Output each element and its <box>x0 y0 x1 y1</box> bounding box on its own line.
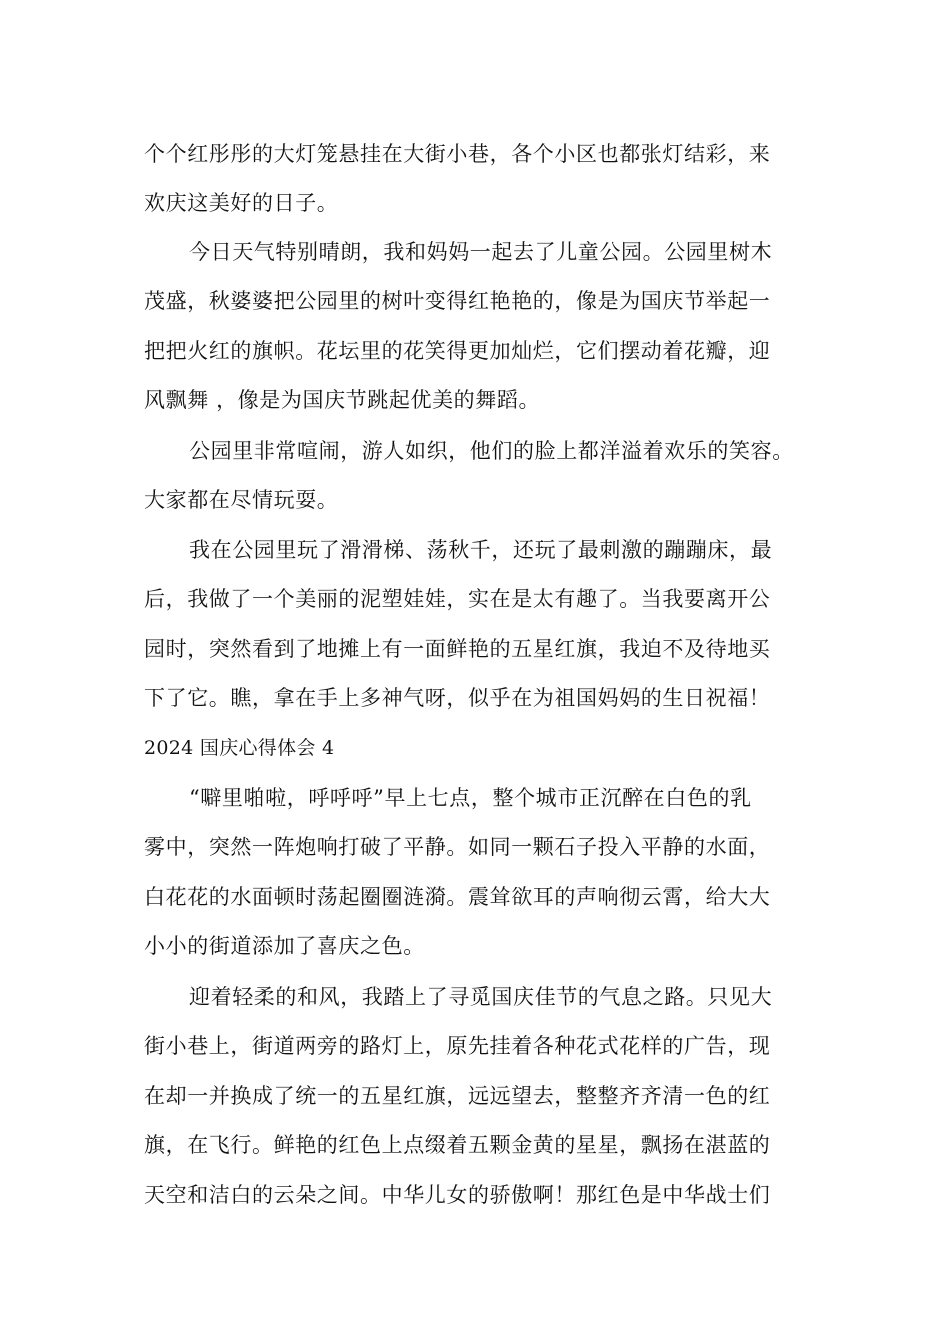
text-line: 风飘舞 ，像是为国庆节跳起优美的舞蹈。 <box>144 388 541 412</box>
paragraph-start: 迎着轻柔的和风，我踏上了寻觅国庆佳节的气息之路。只见大 <box>189 985 773 1009</box>
paragraph-start: “噼里啪啦，呼呼呼”早上七点，整个城市正沉醉在白色的乳 <box>189 786 752 810</box>
section-heading: 2024 国庆心得体会 4 <box>144 737 335 759</box>
text-line: 后，我做了一个美丽的泥塑娃娃，实在是太有趣了。当我要离开公 <box>144 587 771 611</box>
text-line: 大家都在尽情玩耍。 <box>144 488 339 512</box>
text-line: 旗，在飞行。鲜艳的红色上点缀着五颗金黄的星星，飘扬在湛蓝的 <box>144 1133 771 1157</box>
text-line: 欢庆这美好的日子。 <box>144 191 339 215</box>
text-line: 天空和洁白的云朵之间。中华儿女的骄傲啊！那红色是中华战士们 <box>144 1183 771 1207</box>
text-line: 把把火红的旗帜。花坛里的花笑得更加灿烂，它们摆动着花瓣，迎 <box>144 339 771 363</box>
paragraph-start: 公园里非常喧闹，游人如织，他们的脸上都洋溢着欢乐的笑容。 <box>189 439 794 463</box>
text-line: 个个红彤彤的大灯笼悬挂在大街小巷，各个小区也都张灯结彩，来 <box>144 142 771 166</box>
text-line: 小小的街道添加了喜庆之色。 <box>144 934 425 958</box>
text-line: 白花花的水面顿时荡起圈圈涟漪。震耸欲耳的声响彻云霄，给大大 <box>144 885 771 909</box>
text-line: 茂盛，秋婆婆把公园里的树叶变得红艳艳的，像是为国庆节举起一 <box>144 289 771 313</box>
text-line: 雾中，突然一阵炮响打破了平静。如同一颗石子投入平静的水面， <box>144 835 771 859</box>
paragraph-start: 今日天气特别晴朗，我和妈妈一起去了儿童公园。公园里树木 <box>189 240 773 264</box>
text-line: 园时，突然看到了地摊上有一面鲜艳的五星红旗，我迫不及待地买 <box>144 637 771 661</box>
text-line: 在却一并换成了统一的五星红旗，远远望去，整整齐齐清一色的红 <box>144 1084 771 1108</box>
paragraph-start: 我在公园里玩了滑滑梯、荡秋千，还玩了最刺激的蹦蹦床，最 <box>189 538 773 562</box>
text-line: 街小巷上，街道两旁的路灯上，原先挂着各种花式花样的广告，现 <box>144 1034 771 1058</box>
text-line: 下了它。瞧，拿在手上多神气呀，似乎在为祖国妈妈的生日祝福！ <box>144 686 771 710</box>
